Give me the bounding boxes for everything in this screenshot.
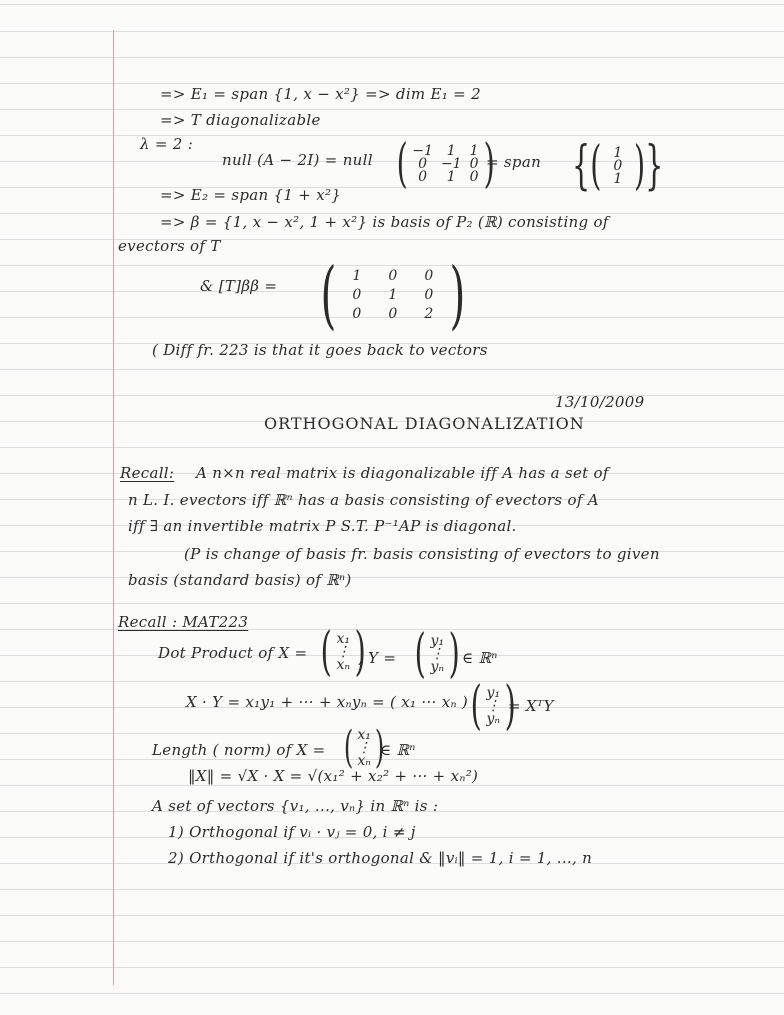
margin-line [113,30,114,985]
section-heading: ORTHOGONAL DIAGONALIZATION [264,414,585,433]
note-line: n L. I. evectors iff ℝⁿ has a basis consisting of evectors of A [128,491,599,509]
note-line: null (A − 2I) = null [222,151,373,169]
matrix-cell: 0 [388,267,398,284]
note-line: = XᵀY [508,697,554,715]
note-line: => T diagonalizable [160,111,321,129]
recall-mat223: Recall : MAT223 [118,613,249,631]
matrix-cell: 0 [424,267,434,284]
note-line: 1) Orthogonal if vᵢ · vⱼ = 0, i ≠ j [168,823,416,841]
vector-cell: ⋮ [486,697,501,714]
vector-cell: x₁ [336,630,351,647]
note-line: A n×n real matrix is diagonalizable iff A has a set of [196,464,609,482]
matrix-cell: 0 [613,157,623,174]
matrix-cell: 2 [424,305,434,322]
note-line: basis (standard basis) of ℝⁿ) [128,571,352,589]
vector-cell: y₁ [430,632,445,649]
vector-cell: y₁ [486,684,501,701]
note-line: = span [486,153,542,171]
vector-cell: yₙ [430,658,445,675]
vector-cell: ⋮ [357,739,372,756]
matrix-cell: 1 [446,168,456,185]
note-line: λ = 2 : [140,135,194,153]
note-line: => E₁ = span {1, x − x²} => dim E₁ = 2 [160,85,481,103]
span-vector: {( 1 0 1 )} [572,136,664,196]
matrix-cell: 1 [613,144,623,161]
vector-cell: x₁ [357,726,371,743]
note-line: => E₂ = span {1 + x²} [160,186,342,204]
note-line: 2) Orthogonal if it's orthogonal & ‖vᵢ‖ = 1, i = 1, ..., n [168,849,593,867]
x-length-vector: ( x₁ ⋮ xₙ ) [343,722,385,773]
matrix-cell: 1 [388,286,398,303]
matrix-cell: 1 [352,267,362,284]
matrix-t-beta: ( 1 0 0 0 1 0 0 0 2 ) [320,252,466,338]
matrix-a-minus-2i: ( −1 1 1 0 −1 0 0 1 0 ) [396,134,495,194]
y-vector: ( y₁ ⋮ yₙ ) [414,624,461,684]
matrix-cell: 0 [388,305,398,322]
note-line: (P is change of basis fr. basis consisting of evectors to given [184,545,660,563]
note-line: ∈ ℝⁿ [380,741,416,759]
matrix-cell: 0 [418,155,428,172]
note-line: A set of vectors {v₁, ..., vₙ} in ℝⁿ is : [152,797,439,815]
vector-cell: ⋮ [430,645,445,662]
date: 13/10/2009 [555,393,645,411]
matrix-cell: −1 [412,142,433,159]
recall-label: Recall: [120,464,175,482]
matrix-cell: 0 [352,286,362,303]
note-line: => β = {1, x − x², 1 + x²} is basis of P₂ (ℝ) consisting of [160,213,609,231]
vector-cell: xₙ [336,656,351,673]
matrix-cell: −1 [440,155,462,172]
note-line: ( Diff fr. 223 is that it goes back to vectors [152,341,488,359]
note-line: ∈ ℝⁿ [462,649,498,667]
note-line: , Y = [358,649,397,667]
note-line: iff ∃ an invertible matrix P S.T. P⁻¹AP is diagonal. [128,517,517,535]
note-line: Length ( norm) of X = [152,741,326,759]
note-line: evectors of T [118,237,221,255]
x-vector: ( x₁ ⋮ xₙ ) [320,622,367,682]
vector-cell: ⋮ [336,643,351,660]
matrix-cell: 0 [352,305,362,322]
note-line: & [T]ββ = [200,277,278,295]
matrix-cell: 1 [469,142,479,159]
matrix-cell: 0 [469,168,479,185]
matrix-cell: 0 [424,286,434,303]
y-column: ( y₁ ⋮ yₙ ) [470,676,517,736]
note-line: X · Y = x₁y₁ + ··· + xₙyₙ = ( x₁ ··· xₙ ) [186,693,469,711]
note-line: ‖X‖ = √X · X = √(x₁² + x₂² + ··· + xₙ²) [188,767,479,785]
note-line: Dot Product of X = [158,644,308,662]
matrix-cell: 0 [418,168,428,185]
matrix-cell: 1 [613,170,623,187]
matrix-cell: 0 [469,155,479,172]
matrix-cell: 1 [446,142,456,159]
vector-cell: xₙ [357,752,371,769]
vector-cell: yₙ [486,710,501,727]
